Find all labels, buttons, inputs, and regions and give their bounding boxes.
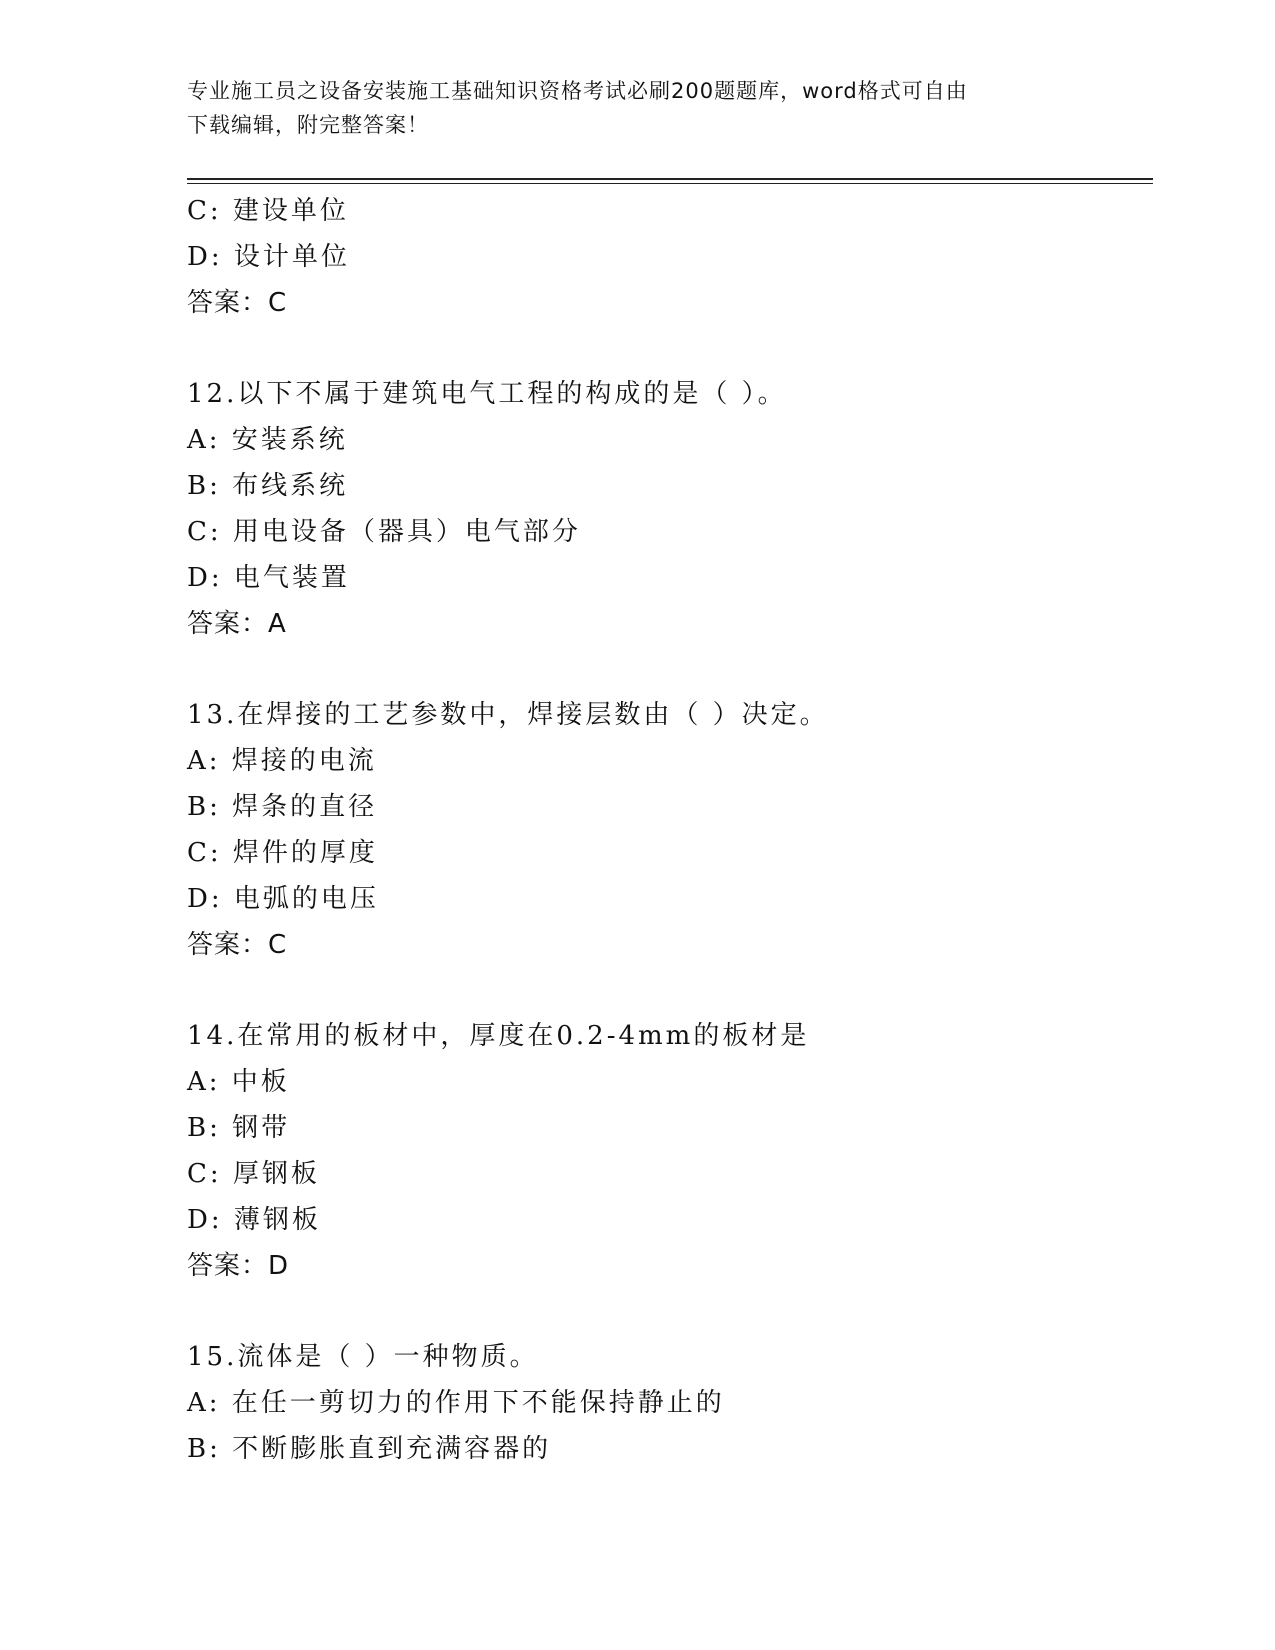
option-d: D: 薄钢板 <box>187 1205 321 1235</box>
option-a: A: 安装系统 <box>187 425 348 455</box>
question-15 <box>187 1334 1153 1472</box>
header-title-line-2: 下载编辑，附完整答案！ <box>187 113 429 137</box>
question-11-continuation <box>187 188 1153 326</box>
spacer <box>187 647 1153 692</box>
answer: 答案：C <box>187 930 288 960</box>
question-14 <box>187 1013 1153 1289</box>
spacer <box>187 968 1153 1013</box>
option-b: B: 布线系统 <box>187 471 349 501</box>
document-header <box>187 74 1087 142</box>
header-rule-thick <box>187 178 1153 180</box>
option-c: C: 厚钢板 <box>187 1159 320 1189</box>
answer: 答案：C <box>187 288 288 318</box>
question-list <box>187 188 1153 1472</box>
header-title-line-1: 专业施工员之设备安装施工基础知识资格考试必刷200题题库，word格式可自由 <box>187 79 968 103</box>
spacer <box>187 1289 1153 1334</box>
option-b: B: 焊条的直径 <box>187 792 378 822</box>
option-d: D: 设计单位 <box>187 242 350 272</box>
answer: 答案：D <box>187 1251 290 1281</box>
option-d: D: 电弧的电压 <box>187 884 379 914</box>
option-b: B: 钢带 <box>187 1113 291 1143</box>
question-stem: 12.以下不属于建筑电气工程的构成的是（ ）。 <box>187 379 787 409</box>
option-c: C: 建设单位 <box>187 196 349 226</box>
question-stem: 14.在常用的板材中，厚度在0.2-4mm的板材是 <box>187 1021 810 1051</box>
answer: 答案：A <box>187 609 287 639</box>
option-d: D: 电气装置 <box>187 563 350 593</box>
question-stem: 13.在焊接的工艺参数中，焊接层数由（ ）决定。 <box>187 700 829 730</box>
option-c: C: 焊件的厚度 <box>187 838 378 868</box>
option-a: A: 焊接的电流 <box>187 746 377 776</box>
question-13 <box>187 692 1153 968</box>
question-stem: 15.流体是（ ）一种物质。 <box>187 1342 539 1372</box>
option-c: C: 用电设备（器具）电气部分 <box>187 517 581 547</box>
question-12 <box>187 371 1153 647</box>
option-a: A: 中板 <box>187 1067 290 1097</box>
spacer <box>187 326 1153 371</box>
option-a: A: 在任一剪切力的作用下不能保持静止的 <box>187 1388 725 1418</box>
header-rule-thin <box>187 183 1153 184</box>
option-b: B: 不断膨胀直到充满容器的 <box>187 1434 552 1464</box>
